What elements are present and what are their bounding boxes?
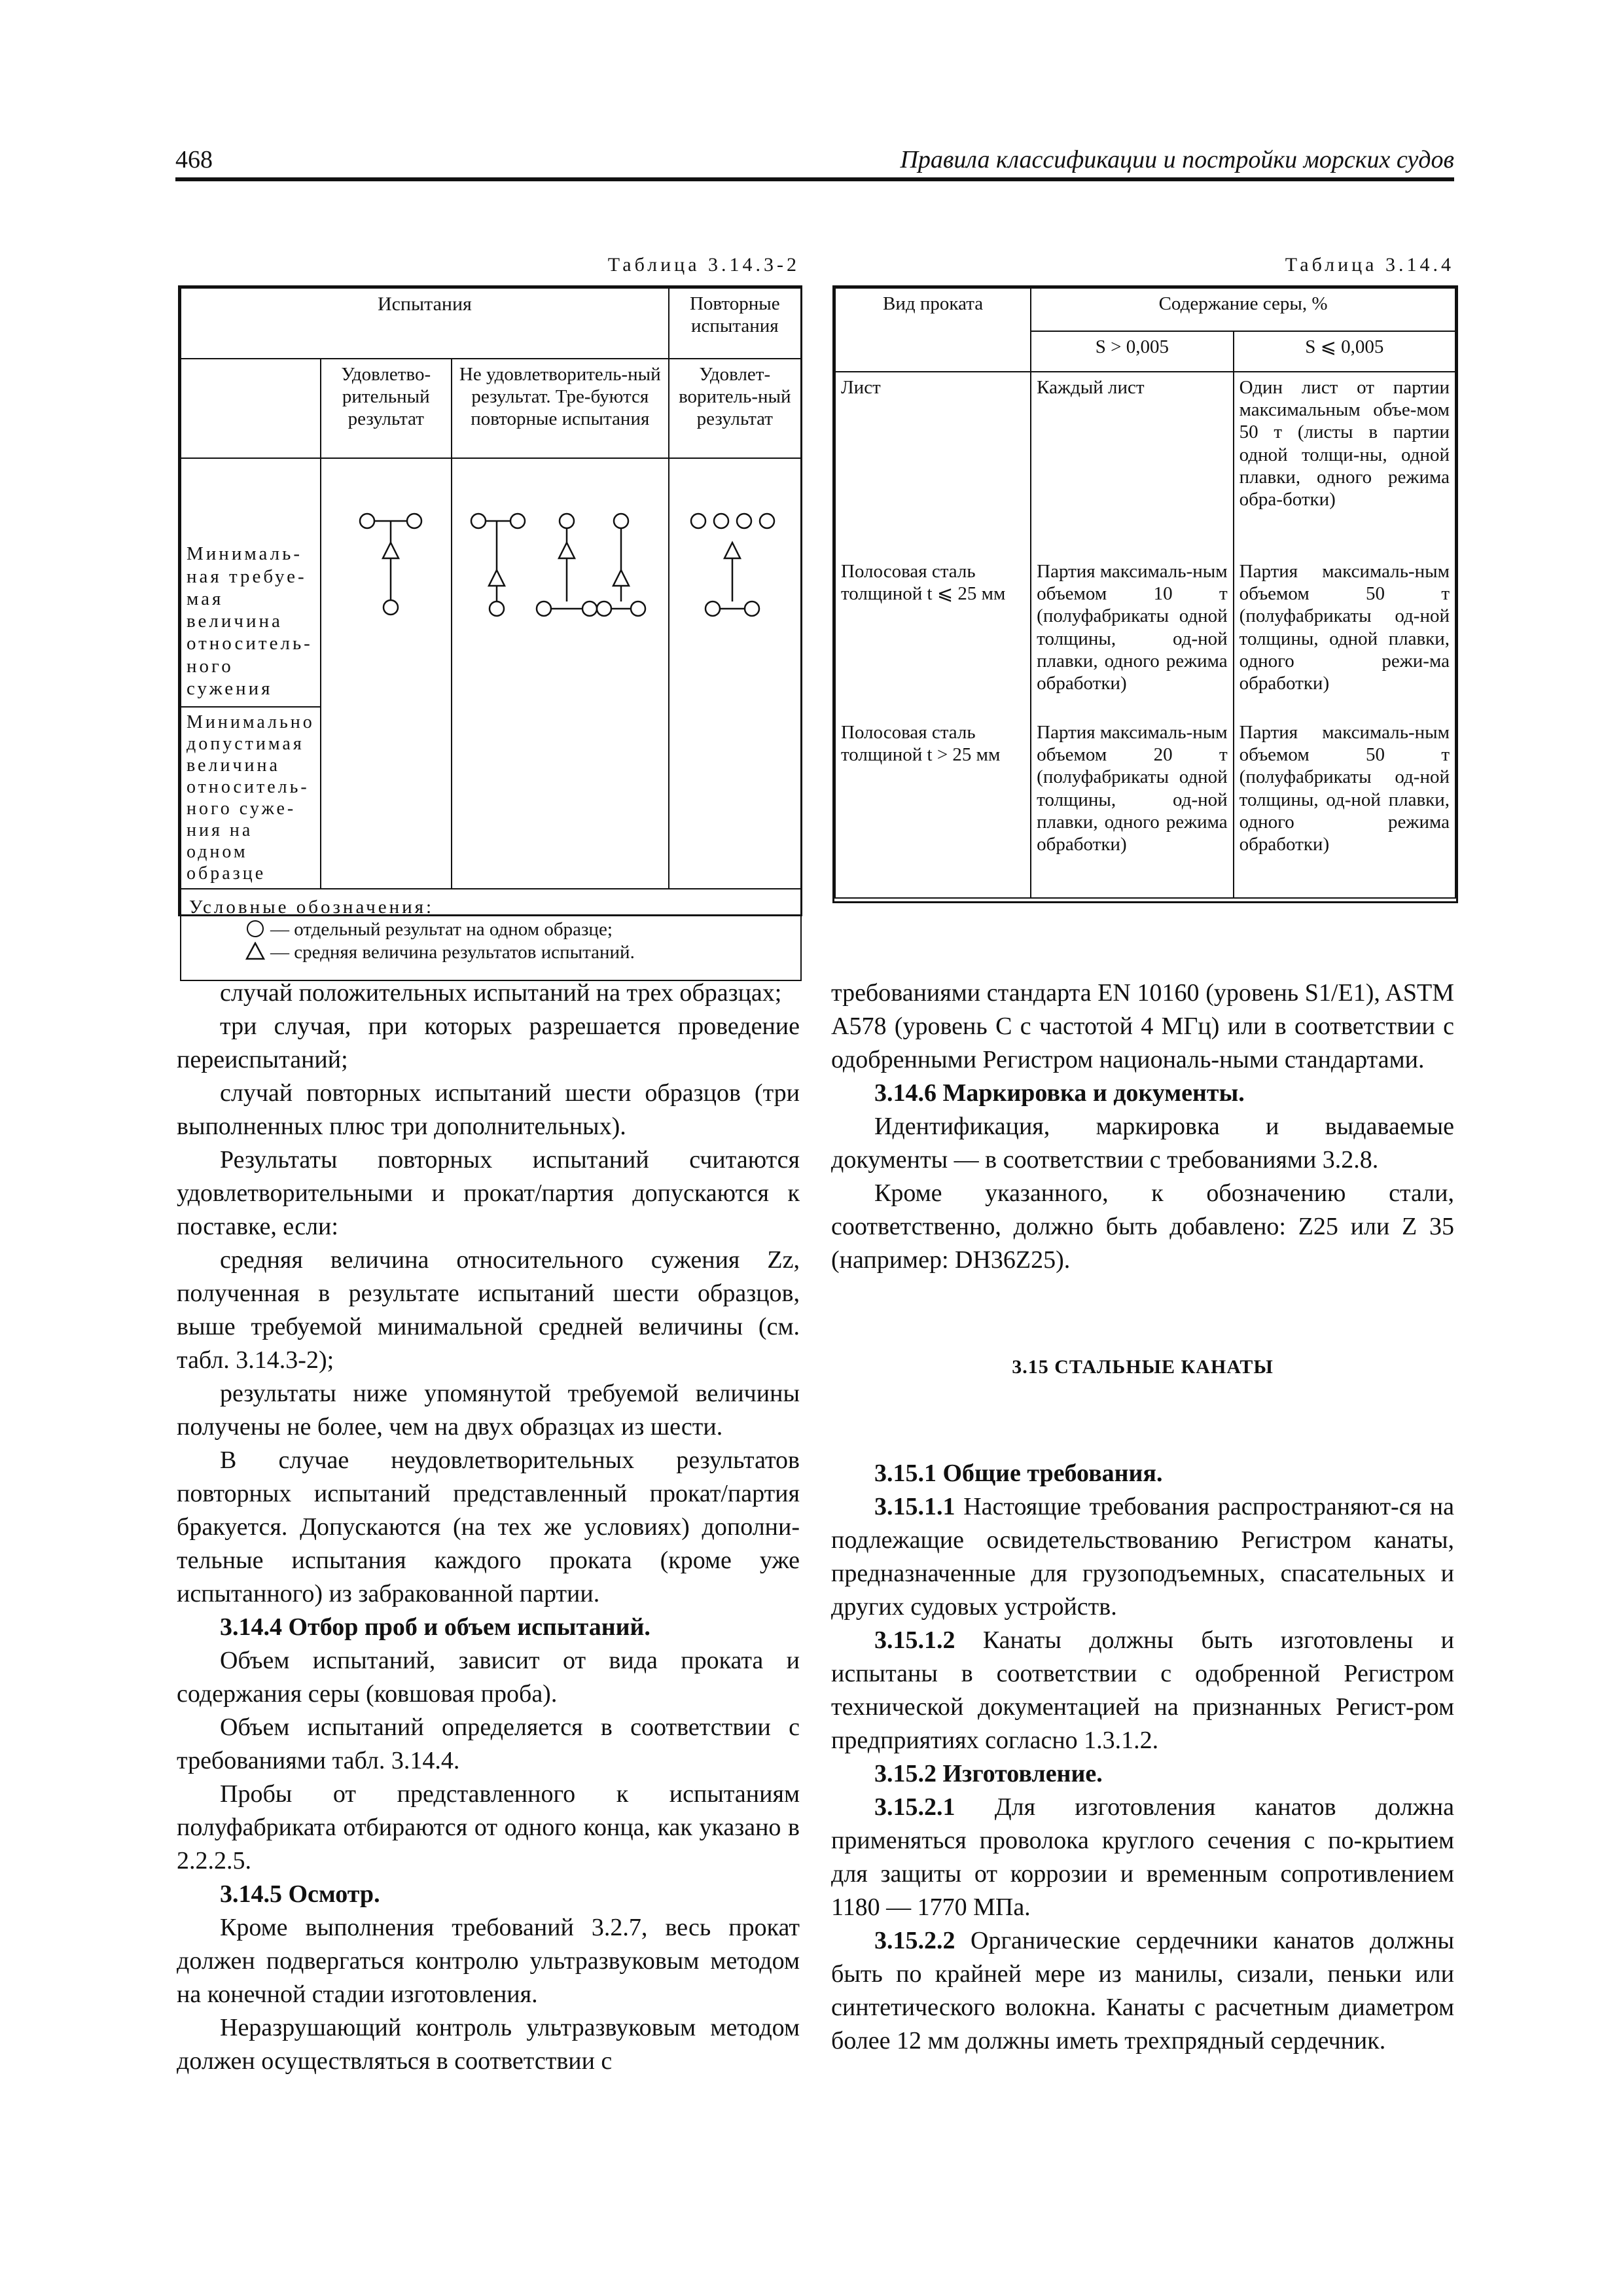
table1-legend: [181, 889, 801, 980]
table1-blank-cell: [181, 359, 321, 458]
paragraph: Идентификация, маркировка и выдаваемые документы — в соответствии с требованиями 3.2.8.: [831, 1113, 1454, 1174]
table1-row2-label: Минимально допустимая величина относитель-ного суже-ния на одном образце: [181, 707, 321, 889]
paragraph: средняя величина относительного сужения Zz, полученная в результате испытаний шести образцов, выше требуемой минимальной средней величины (см. табл. 3.14.3-2);: [177, 1246, 800, 1374]
table2-row2-type: Полосовая сталь толщиной t ⩽ 25 мм: [835, 556, 1031, 717]
table2-row3-type: Полосовая сталь толщиной t > 25 мм: [835, 717, 1031, 898]
header-rule: [175, 177, 1454, 181]
table2-row2-b: Партия максималь-ным объемом 50 т (полуфабрикаты од-ной толщины, одной плавки, одного режи-ма обработки): [1234, 556, 1455, 717]
table2-head-sulfur: Содержание серы, %: [1031, 288, 1455, 331]
table2-caption: Таблица 3.14.4: [1285, 254, 1454, 276]
paragraph: Объем испытаний, зависит от вида проката и содержания серы (ковшовая проба).: [177, 1647, 800, 1708]
paragraph: Объем испытаний определяется в соответствии с требованиями табл. 3.14.4.: [177, 1713, 800, 1774]
table1-row1-label: Минималь-ная требуе-мая величина относитель-ного сужения: [181, 458, 321, 707]
clause-text: Органические сердечники канатов должны быть по крайней мере из манилы, сизали, пеньки или синтетического волокна. Канаты с расчетным диаметром более 12 мм должны иметь трехпрядный сердечник.: [831, 1927, 1454, 2054]
table2-head-s-gt: S > 0,005: [1031, 331, 1234, 372]
paragraph: Результаты повторных испытаний считаются удовлетворительными и прокат/партия допускаются к поставке, если:: [177, 1146, 800, 1240]
table1-diagram-retest: [669, 458, 801, 889]
paragraph: Кроме выполнения требований 3.2.7, весь прокат должен подвергаться контролю ультразвуковым методом на конечной стадии изготовления.: [177, 1914, 800, 2008]
circle-icon: [247, 920, 264, 937]
left-column: [177, 977, 800, 2078]
paragraph: [831, 1490, 1454, 1624]
table1-legend-circle-row: [189, 918, 793, 941]
clause-number: 3.15.2.1: [874, 1793, 955, 1821]
running-title: Правила классификации и постройки морских судов: [900, 146, 1454, 173]
clause-number: 3.15.1.2: [874, 1626, 955, 1654]
paragraph: В случае неудовлетворительных результатов повторных испытаний представленный прокат/партия бракуется. Допускаются (на тех же условиях) дополни-тельные испытания каждого проката (кроме уже испытанного) из забракованной партии.: [177, 1446, 800, 1607]
chapter-heading: 3.15 СТАЛЬНЫЕ КАНАТЫ: [1012, 1356, 1274, 1378]
paragraph: [831, 1791, 1454, 1924]
paragraph: [831, 1624, 1454, 1757]
table2-row2-a: Партия максималь-ным объемом 10 т (полуфабрикаты одной толщины, од-ной плавки, одного режима обработки): [1031, 556, 1234, 717]
section-heading: 3.14.5 Осмотр.: [220, 1880, 380, 1908]
table1-legend-triangle-row: [189, 941, 793, 965]
section-heading: 3.14.4 Отбор проб и объем испытаний.: [220, 1613, 651, 1641]
table2-row3-a: Партия максималь-ным объемом 20 т (полуфабрикаты одной толщины, од-ной плавки, одного режима обработки): [1031, 717, 1234, 898]
table2-row1-a: Каждый лист: [1031, 372, 1234, 556]
section-heading: 3.14.6 Маркировка и документы.: [874, 1079, 1245, 1107]
table2-row1-b: Один лист от партии максимальным объе-мом 50 т (листы в партии одной толщи-ны, одной плавки, одного режима обра-ботки): [1234, 372, 1455, 556]
table1-diagram-unsatisfactory: [452, 458, 669, 889]
paragraph: Пробы от представленного к испытаниям полуфабриката отбираются от одного конца, как указано в 2.2.2.5.: [177, 1780, 800, 1874]
table1-sub-satisfactory: Удовлетво-рительный результат: [321, 359, 452, 458]
clause-text: Канаты должны быть изготовлены и испытаны в соответствии с одобренной Регистром технической документацией на признанных Регист-ром предприятиях согласно 1.3.1.2.: [831, 1626, 1454, 1754]
table2-head-type: Вид проката: [835, 288, 1031, 372]
paragraph: три случая, при которых разрешается проведение переиспытаний;: [177, 1013, 800, 1073]
paragraph: Кроме указанного, к обозначению стали, соответственно, должно быть добавлено: Z25 или Z 35 (например: DH36Z25).: [831, 1179, 1454, 1274]
table1-sub-unsatisfactory: Не удовлетворитель-ный результат. Тре-буются повторные испытания: [452, 359, 669, 458]
paragraph: случай положительных испытаний на трех образцах;: [220, 979, 782, 1007]
table2-row1-type: Лист: [835, 372, 1031, 556]
clause-number: 3.15.1.1: [874, 1493, 955, 1520]
table1-sub-retest-satisfactory: Удовлет-воритель-ный результат: [669, 359, 801, 458]
page-number: 468: [175, 146, 213, 173]
section-heading: 3.15.2 Изготовление.: [874, 1760, 1103, 1787]
table1-caption: Таблица 3.14.3-2: [607, 254, 800, 276]
table1-legend-circle-text: — отдельный результат на одном образце;: [270, 919, 613, 941]
table2: [832, 285, 1458, 903]
table1-head-retests: Повторные испытания: [669, 288, 801, 359]
table1-head-tests: Испытания: [181, 288, 669, 359]
paragraph: Неразрушающий контроль ультразвуковым методом должен осуществляться в соответствии с: [177, 2014, 800, 2075]
paragraph: случай повторных испытаний шести образцов (три выполненных плюс три дополнительных).: [177, 1079, 800, 1140]
paragraph: результаты ниже упомянутой требуемой величины получены не более, чем на двух образцах из шести.: [177, 1380, 800, 1441]
paragraph: требованиями стандарта EN 10160 (уровень S1/E1), ASTM A578 (уровень C с частотой 4 МГц) или в соответствии с одобренными Регистром националь-ными стандартами.: [831, 979, 1454, 1073]
clause-number: 3.15.2.2: [874, 1927, 955, 1954]
clause-text: Настоящие требования распространяют-ся на подлежащие освидетельствованию Регистром канаты, предназначенные для грузоподъемных, спасательных и других судовых устройств.: [831, 1493, 1454, 1621]
table2-row3-b: Партия максималь-ным объемом 50 т (полуфабрикаты од-ной толщины, од-ной плавки, одного режима обработки): [1234, 717, 1455, 898]
table2-head-s-le: S ⩽ 0,005: [1234, 331, 1455, 372]
clause-text: Для изготовления канатов должна применяться проволока круглого сечения с по-крытием для защиты от коррозии и временным сопротивлением 1180 — 1770 МПа.: [831, 1793, 1454, 1921]
table1-diagram-satisfactory: [321, 458, 452, 889]
triangle-icon: [245, 942, 265, 965]
section-heading: 3.15.1 Общие требования.: [874, 1460, 1163, 1487]
table1-legend-title: Условные обозначения:: [189, 897, 435, 918]
table1: [178, 285, 802, 963]
right-column: [831, 977, 1454, 2058]
table1-legend-triangle-text: — средняя величина результатов испытаний.: [270, 941, 635, 963]
paragraph: [831, 1924, 1454, 2058]
